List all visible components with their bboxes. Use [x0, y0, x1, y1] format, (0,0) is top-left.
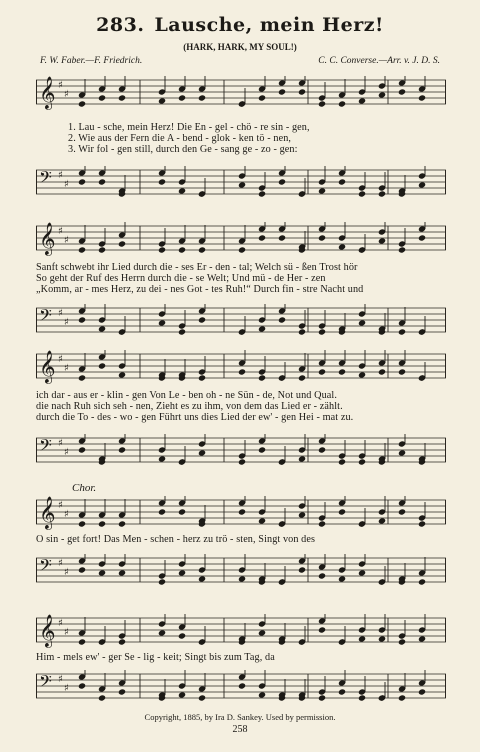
treble-staff-lines [36, 496, 446, 536]
svg-text:𝄞: 𝄞 [39, 614, 56, 647]
lyric-line: 2. Wie aus der Fern die A - bend - glok - ken tö - nen, [68, 133, 292, 144]
svg-text:𝄞: 𝄞 [39, 350, 56, 383]
lyric-line: Sanft schwebt ihr Lied durch die - ses Er - den - tal; Welch sü - ßen Trost hör [36, 262, 358, 273]
svg-text:♯: ♯ [58, 354, 63, 365]
svg-text:♯: ♯ [64, 363, 69, 374]
lyric-line: 3. Wir fol - gen still, durch den Ge - sang ge - zo - gen: [68, 144, 298, 155]
treble-staff-lines [36, 222, 446, 262]
lyric-line: ich dar - aus er - klin - gen Von Le - ben oh - ne Sün - de, Not und Qual. [36, 390, 337, 401]
bass-staff-lines [36, 434, 446, 474]
svg-text:♯: ♯ [64, 567, 69, 578]
lyric-line: „Komm, ar - mes Herz, zu dei - nes Got - tes Ruh!“ Durch fin - stre Nacht und [36, 284, 364, 295]
treble-staff [36, 76, 446, 108]
svg-text:𝄢: 𝄢 [39, 435, 52, 459]
copyright-notice: Copyright, 1885, by Ira D. Sankey. Used by permission. [144, 712, 336, 722]
svg-text:𝄢: 𝄢 [39, 305, 52, 329]
hymn-number: 283. [96, 14, 145, 36]
svg-text:♯: ♯ [58, 170, 63, 181]
svg-text:𝄢: 𝄢 [39, 671, 52, 695]
svg-text:♯: ♯ [58, 308, 63, 319]
treble-staff-lines [36, 614, 446, 654]
svg-text:♯: ♯ [58, 558, 63, 569]
page-number: 258 [232, 724, 248, 735]
treble-staff [36, 614, 446, 646]
svg-text:♯: ♯ [64, 447, 69, 458]
treble-staff [36, 496, 446, 528]
treble-staff [36, 350, 446, 382]
svg-text:𝄞: 𝄞 [39, 496, 56, 529]
lyric-line: die nach Ruh sich seh - nen, Zieht es zu ihm, von dem das Lied er - zählt. [36, 401, 343, 412]
hymn-subtitle: (HARK, HARK, MY SOUL!) [183, 42, 297, 52]
svg-text:𝄢: 𝄢 [39, 555, 52, 579]
lyric-line: O sin - get fort! Das Men - schen - herz zu trö - sten, Singt von des [36, 534, 316, 545]
lyric-line: 1. Lau - sche, mein Herz! Die En - gel - chö - re sin - gen, [68, 122, 310, 133]
svg-text:♯: ♯ [58, 438, 63, 449]
bass-staff-lines [36, 166, 446, 206]
svg-text:𝄞: 𝄞 [39, 222, 56, 255]
lyric-line: durch die To - des - wo - gen Führt uns dies Lied der ew' - gen Hei - mat zu. [36, 412, 354, 423]
lyric-line: Him - mels ew' - ger Se - lig - keit; Singt bis zum Tag, da [36, 652, 275, 663]
svg-text:♯: ♯ [64, 317, 69, 328]
bass-staff [36, 304, 446, 336]
svg-text:♯: ♯ [64, 627, 69, 638]
svg-text:♯: ♯ [58, 80, 63, 91]
hymn-title [0, 14, 480, 36]
svg-text:♯: ♯ [58, 674, 63, 685]
treble-staff [36, 222, 446, 254]
svg-text:♯: ♯ [58, 500, 63, 511]
treble-staff-lines [36, 76, 446, 116]
lyric-line: So geht der Ruf des Herrn durch die - se Welt; Und mü - de Her - zen [36, 273, 326, 284]
svg-text:♯: ♯ [64, 509, 69, 520]
bass-staff-lines [36, 304, 446, 344]
bass-staff [36, 670, 446, 702]
author-credit: F. W. Faber.—F. Friedrich. [40, 56, 143, 66]
svg-text:♯: ♯ [64, 683, 69, 694]
composer-credit: C. C. Converse.—Arr. v. J. D. S. [318, 56, 440, 66]
svg-text:♯: ♯ [64, 179, 69, 190]
bass-staff [36, 434, 446, 466]
svg-text:♯: ♯ [58, 618, 63, 629]
bass-staff [36, 554, 446, 586]
svg-text:♯: ♯ [58, 226, 63, 237]
svg-text:♯: ♯ [64, 235, 69, 246]
bass-staff [36, 166, 446, 198]
hymn-name: Lausche, mein Herz! [154, 14, 384, 36]
treble-staff-lines [36, 350, 446, 390]
chorus-label: Chor. [72, 482, 97, 494]
bass-staff-lines [36, 670, 446, 710]
svg-text:♯: ♯ [64, 89, 69, 100]
svg-text:𝄞: 𝄞 [39, 76, 56, 109]
svg-text:𝄢: 𝄢 [39, 167, 52, 191]
bass-staff-lines [36, 554, 446, 594]
